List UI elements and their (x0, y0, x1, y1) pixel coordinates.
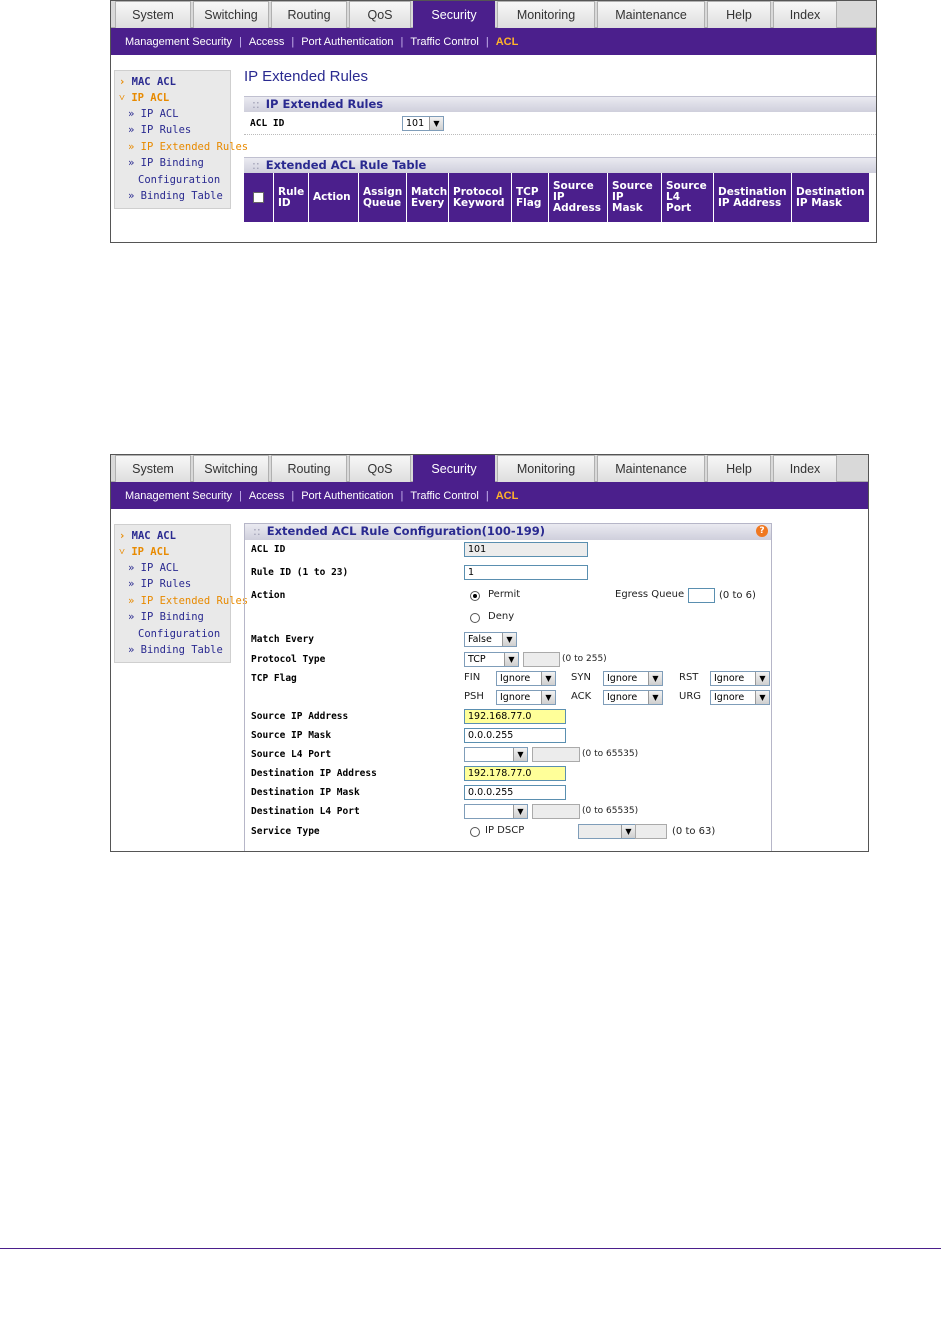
subnav-port-authentication[interactable]: Port Authentication (301, 35, 394, 48)
column-header-line: ID (278, 196, 291, 209)
top-tab-bar (111, 455, 868, 482)
psh-select[interactable]: Ignore ▼ (496, 690, 556, 705)
ip-dscp-select[interactable] (578, 824, 636, 839)
source-l4-port-label: Source L4 Port (251, 749, 332, 760)
tab-help[interactable]: Help (707, 1, 771, 28)
section-extended-acl-rule-configuration: :: Extended ACL Rule Configuration(100-199) ? (245, 524, 771, 540)
column-header-line: IP Mask (796, 196, 843, 209)
acl-id-row (244, 112, 876, 135)
nav-binding-table[interactable]: » Binding Table (128, 190, 223, 203)
destination-l4-port-label: Destination L4 Port (251, 806, 360, 817)
ip-dscp-input[interactable] (635, 824, 667, 839)
rst-select[interactable]: Ignore ▼ (710, 671, 770, 686)
subnav-management-security[interactable]: Management Security (125, 489, 232, 502)
chevron-down-icon: ▼ (502, 633, 516, 646)
rule-id-label: Rule ID (1 to 23) (251, 567, 349, 578)
subnav-acl[interactable]: ACL (495, 35, 519, 48)
rule-id-input[interactable]: 1 (464, 565, 588, 580)
protocol-type-select[interactable]: TCP ▼ (464, 652, 519, 667)
column-header-line: Every (411, 196, 445, 209)
column-header[interactable] (792, 173, 870, 222)
subnav-port-authentication[interactable]: Port Authentication (301, 489, 394, 502)
ack-select[interactable]: Ignore ▼ (603, 690, 663, 705)
column-header[interactable] (309, 173, 359, 222)
left-nav (114, 524, 249, 663)
syn-select[interactable]: Ignore ▼ (603, 671, 663, 686)
nav-ip-rules[interactable]: » IP Rules (128, 578, 192, 591)
acl-id-field: 101 (464, 542, 588, 557)
egress-queue-range: (0 to 6) (719, 590, 756, 601)
chevron-down-icon: ▼ (648, 672, 662, 685)
protocol-type-label: Protocol Type (251, 654, 326, 665)
nav-ip-binding[interactable]: » IP Binding (128, 157, 204, 170)
egress-queue-input[interactable] (688, 588, 715, 603)
nav-ip-acl-item[interactable]: » IP ACL (128, 562, 179, 574)
action-label: Action (251, 590, 286, 601)
top-tab-bar (111, 1, 876, 28)
nav-ip-acl[interactable]: ˅ IP ACL (119, 92, 170, 104)
nav-ip-binding-configuration[interactable]: Configuration (138, 173, 221, 186)
page-title: IP Extended Rules (244, 68, 368, 85)
acl-id-label: ACL ID (250, 117, 285, 129)
subnav-access[interactable]: Access (248, 489, 285, 502)
column-header-line: Source (666, 180, 707, 192)
ack-label: ACK (571, 691, 592, 702)
acl-id-label: ACL ID (251, 544, 286, 555)
column-header[interactable] (549, 173, 608, 222)
permit-radio[interactable] (470, 591, 480, 601)
column-header-line: Protocol (453, 185, 503, 198)
chevron-down-icon: ▼ (513, 805, 527, 818)
protocol-range: (0 to 255) (562, 654, 607, 664)
destination-ip-mask-input[interactable]: 0.0.0.255 (464, 785, 566, 800)
rule-config-panel (244, 523, 772, 852)
sub-nav-bar: Management Security | Access | Port Authentication | Traffic Control | ACL (111, 482, 868, 509)
chevron-down-icon: ▼ (648, 691, 662, 704)
column-header[interactable] (407, 173, 449, 222)
service-type-label: Service Type (251, 826, 320, 837)
source-ip-mask-input[interactable]: 0.0.0.255 (464, 728, 566, 743)
tcp-flag-label: TCP Flag (251, 673, 297, 684)
tab-switching[interactable]: Switching (193, 1, 269, 28)
tab-monitoring[interactable]: Monitoring (497, 1, 595, 28)
permit-label: Permit (488, 589, 521, 600)
ip-dscp-radio[interactable] (470, 827, 480, 837)
column-header-line: Destination (796, 185, 865, 198)
section-extended-acl-rule-table: :: Extended ACL Rule Table (244, 157, 876, 173)
tab-index[interactable]: Index (773, 1, 837, 28)
subnav-traffic-control[interactable]: Traffic Control (410, 489, 479, 502)
subnav-acl[interactable]: ACL (495, 489, 519, 502)
fin-label: FIN (464, 672, 481, 683)
column-header[interactable] (449, 173, 512, 222)
destination-port-range: (0 to 65535) (582, 806, 639, 816)
source-ip-address-label: Source IP Address (251, 711, 349, 722)
destination-ip-address-input[interactable]: 192.178.77.0 (464, 766, 566, 781)
destination-l4-port-select[interactable] (464, 804, 528, 819)
egress-queue-label: Egress Queue (615, 589, 685, 600)
tab-monitoring[interactable]: Monitoring (497, 455, 595, 482)
source-ip-address-input[interactable]: 192.168.77.0 (464, 709, 566, 724)
column-header-line: Match (411, 185, 448, 198)
column-header-line: Flag (516, 196, 542, 209)
urg-select[interactable]: Ignore ▼ (710, 690, 770, 705)
tab-security[interactable]: Security (413, 455, 495, 482)
tab-routing[interactable]: Routing (271, 1, 347, 28)
nav-ip-binding[interactable]: » IP Binding (128, 611, 204, 624)
help-icon[interactable]: ? (756, 525, 768, 537)
column-header-line: Address (553, 202, 601, 214)
match-every-select[interactable]: False ▼ (464, 632, 517, 647)
subnav-management-security[interactable]: Management Security (125, 35, 232, 48)
nav-ip-extended-rules[interactable]: » IP Extended Rules (128, 140, 249, 153)
ip-dscp-label: IP DSCP (485, 825, 525, 836)
chevron-down-icon: ▼ (541, 691, 555, 704)
destination-l4-port-input[interactable] (532, 804, 580, 819)
subnav-traffic-control[interactable]: Traffic Control (410, 35, 479, 48)
acl-id-select[interactable]: 101 ▼ (402, 116, 444, 131)
chevron-down-icon: ▼ (513, 748, 527, 761)
tab-system[interactable]: System (115, 1, 191, 28)
nav-ip-extended-rules[interactable]: » IP Extended Rules (128, 594, 249, 607)
subnav-access[interactable]: Access (248, 35, 285, 48)
nav-mac-acl[interactable]: › MAC ACL (119, 530, 176, 542)
screenshot-ip-extended-rules (110, 0, 877, 243)
psh-label: PSH (464, 691, 484, 702)
column-header-line: Rule (278, 185, 305, 198)
tab-help[interactable]: Help (707, 455, 771, 482)
column-header-line: Source (553, 180, 594, 192)
tab-qos[interactable]: QoS (349, 1, 411, 28)
section-ip-extended-rules: :: IP Extended Rules (244, 96, 876, 112)
column-header-line: Keyword (453, 196, 505, 209)
urg-label: URG (679, 691, 702, 702)
tab-index[interactable]: Index (773, 455, 837, 482)
column-header-line: Destination (718, 185, 787, 198)
column-header-line: Port (666, 202, 692, 214)
chevron-down-icon: ▼ (541, 672, 555, 685)
chevron-down-icon: ▼ (621, 825, 635, 838)
column-header-line: Assign (363, 185, 403, 198)
column-header[interactable] (359, 173, 407, 222)
destination-ip-mask-label: Destination IP Mask (251, 787, 360, 798)
tab-switching[interactable]: Switching (193, 455, 269, 482)
tab-security[interactable]: Security (413, 1, 495, 28)
chevron-down-icon: ▼ (755, 672, 769, 685)
column-header-line: L4 (666, 191, 680, 203)
column-header[interactable] (608, 173, 662, 222)
protocol-number-input[interactable] (523, 652, 560, 667)
tab-routing[interactable]: Routing (271, 455, 347, 482)
source-l4-port-select[interactable] (464, 747, 528, 762)
match-every-label: Match Every (251, 634, 314, 645)
chevron-down-icon: ▼ (755, 691, 769, 704)
nav-ip-acl-item[interactable]: » IP ACL (128, 108, 179, 120)
column-header-line: Mask (612, 202, 643, 214)
tab-maintenance[interactable]: Maintenance (597, 1, 705, 28)
chevron-down-icon: ▼ (429, 117, 443, 130)
column-header-line: IP (553, 191, 565, 203)
fin-select[interactable]: Ignore ▼ (496, 671, 556, 686)
tab-system[interactable]: System (115, 455, 191, 482)
column-header-line: TCP (516, 185, 539, 198)
footer-divider (0, 1248, 941, 1249)
select-all-checkbox-cell (244, 173, 274, 222)
nav-ip-rules[interactable]: » IP Rules (128, 124, 192, 137)
column-header-line: IP (612, 191, 624, 203)
source-l4-port-input[interactable] (532, 747, 580, 762)
nav-binding-table[interactable]: » Binding Table (128, 644, 223, 657)
destination-ip-address-label: Destination IP Address (251, 768, 377, 779)
column-header[interactable] (662, 173, 714, 222)
deny-radio[interactable] (470, 613, 480, 623)
nav-ip-acl[interactable]: ˅ IP ACL (119, 546, 170, 558)
column-header[interactable] (512, 173, 549, 222)
chevron-down-icon: ▼ (504, 653, 518, 666)
source-ip-mask-label: Source IP Mask (251, 730, 332, 741)
dscp-range: (0 to 63) (672, 826, 716, 837)
syn-label: SYN (571, 672, 591, 683)
nav-ip-binding-configuration[interactable]: Configuration (138, 627, 221, 640)
nav-mac-acl[interactable]: › MAC ACL (119, 76, 176, 88)
left-nav (114, 70, 249, 209)
tab-maintenance[interactable]: Maintenance (597, 455, 705, 482)
column-header-line: IP Address (718, 196, 782, 209)
rule-table-header (244, 173, 876, 222)
column-header-line: Queue (363, 196, 402, 209)
source-port-range: (0 to 65535) (582, 749, 639, 759)
select-all-checkbox[interactable] (253, 192, 264, 203)
column-header[interactable] (274, 173, 309, 222)
sub-nav-bar: Management Security | Access | Port Authentication | Traffic Control | ACL (111, 28, 876, 55)
tab-qos[interactable]: QoS (349, 455, 411, 482)
column-header-line: Action (313, 191, 351, 203)
main-content (244, 55, 876, 222)
rst-label: RST (679, 672, 699, 683)
column-header[interactable] (714, 173, 792, 222)
deny-label: Deny (488, 611, 515, 622)
column-header-line: Source (612, 180, 653, 192)
screenshot-extended-acl-rule-configuration (110, 454, 869, 852)
